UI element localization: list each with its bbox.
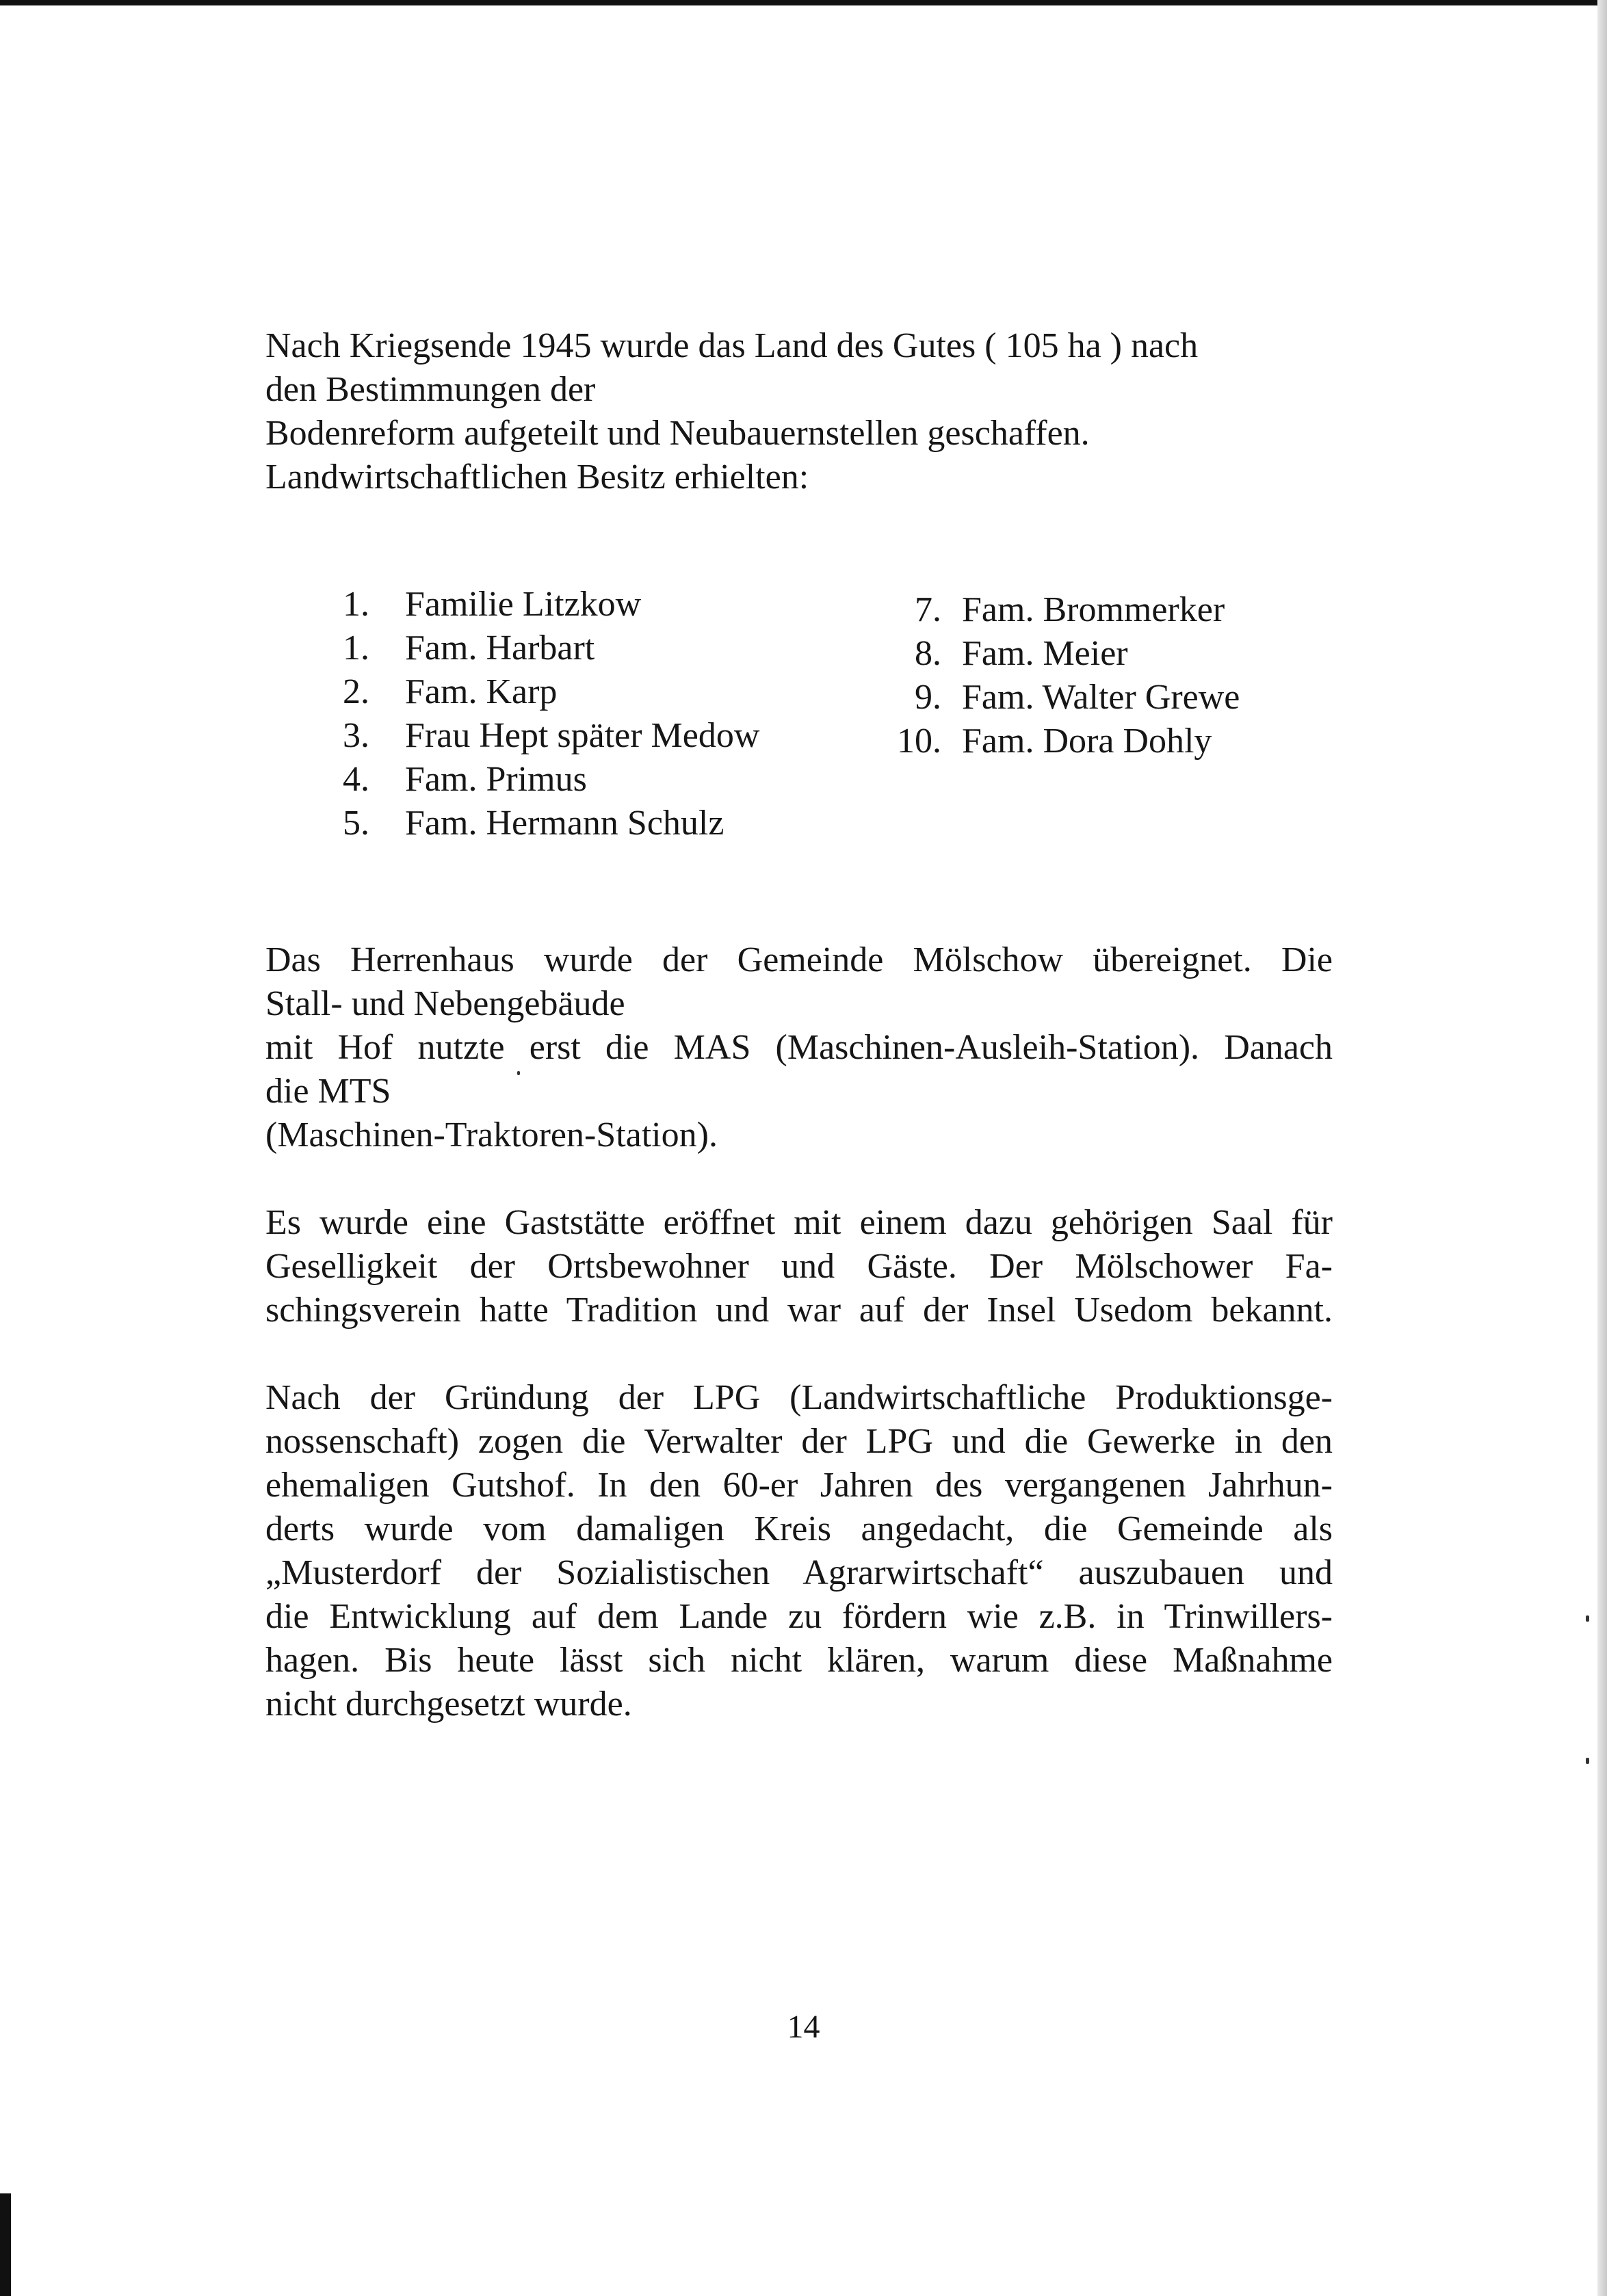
gaststaette-paragraph bbox=[265, 1201, 1333, 1332]
page-number: 14 bbox=[787, 2009, 820, 2045]
scan-mark-bottom-left bbox=[0, 2193, 11, 2296]
scan-border-top bbox=[0, 0, 1607, 5]
list-name: Fam. Hermann Schulz bbox=[405, 804, 724, 843]
list-item bbox=[322, 714, 759, 758]
text-line: Nach Kriegsende 1945 wurde das Land des Gutes ( 105 ha ) nach bbox=[265, 326, 1199, 365]
text-line: Geselligkeit der Ortsbewohner und Gäste. Der Mölschower Fa- bbox=[265, 1247, 1333, 1286]
list-number: 2. bbox=[343, 672, 369, 711]
text-line: die Entwicklung auf dem Lande zu fördern wie z.B. in Trinwillers- bbox=[265, 1597, 1333, 1636]
list-number: 3. bbox=[343, 716, 369, 755]
text-line: derts wurde vom damaligen Kreis angedacht, die Gemeinde als bbox=[265, 1509, 1333, 1548]
text-line: hagen. Bis heute lässt sich nicht klären, warum diese Maßnahme bbox=[265, 1641, 1333, 1680]
list-item bbox=[322, 583, 759, 626]
text-line: „Musterdorf der Sozialistischen Agrarwirtschaft“ auszubauen und bbox=[265, 1553, 1333, 1592]
text-line: Bodenreform aufgeteilt und Neubauernstellen geschaffen. bbox=[265, 414, 1090, 453]
text-line: den Bestimmungen der bbox=[265, 370, 596, 409]
text-line: Es wurde eine Gaststätte eröffnet mit einem dazu gehörigen Saal für bbox=[265, 1203, 1333, 1242]
list-number: 10. bbox=[897, 722, 941, 761]
text-line: mit Hof nutzte erst die MAS (Maschinen-Ausleih-Station). Danach bbox=[265, 1028, 1333, 1067]
scan-speck bbox=[1586, 1758, 1589, 1764]
list-number: 7. bbox=[915, 590, 941, 629]
text-line: die MTS bbox=[265, 1072, 391, 1111]
list-name: Fam. Meier bbox=[962, 634, 1128, 673]
list-number: 1. bbox=[343, 629, 369, 668]
list-name: Frau Hept später Medow bbox=[405, 716, 760, 755]
text-line: schingsverein hatte Tradition und war auf der Insel Usedom bekannt. bbox=[265, 1291, 1333, 1330]
text-line: Stall- und Nebengebäude bbox=[265, 984, 625, 1023]
herrenhaus-paragraph bbox=[265, 938, 1333, 1157]
list-number: 8. bbox=[915, 634, 941, 673]
text-line: (Maschinen-Traktoren-Station). bbox=[265, 1116, 718, 1154]
list-name: Fam. Walter Grewe bbox=[962, 678, 1240, 717]
text-line: nicht durchgesetzt wurde. bbox=[265, 1685, 632, 1724]
list-item bbox=[889, 676, 1240, 720]
recipient-list-left bbox=[322, 583, 759, 845]
list-number: 1. bbox=[343, 585, 369, 624]
list-name: Fam. Primus bbox=[405, 760, 587, 799]
list-number: 5. bbox=[343, 804, 369, 843]
list-name: Fam. Dora Dohly bbox=[962, 722, 1212, 761]
list-name: Fam. Karp bbox=[405, 672, 558, 711]
text-line: ehemaligen Gutshof. In den 60-er Jahren des vergangenen Jahrhun- bbox=[265, 1466, 1333, 1505]
scan-border-right bbox=[1597, 0, 1607, 2296]
list-item bbox=[322, 758, 759, 802]
text-line: Nach der Gründung der LPG (Landwirtschaftliche Produktionsge- bbox=[265, 1378, 1333, 1417]
list-item bbox=[889, 720, 1240, 763]
list-number: 9. bbox=[915, 678, 941, 717]
list-item bbox=[322, 802, 759, 845]
list-number: 4. bbox=[343, 760, 369, 799]
list-name: Familie Litzkow bbox=[405, 585, 642, 624]
text-line: Landwirtschaftlichen Besitz erhielten: bbox=[265, 458, 809, 497]
list-item bbox=[322, 626, 759, 670]
lpg-paragraph bbox=[265, 1376, 1333, 1726]
text-line: Das Herrenhaus wurde der Gemeinde Mölschow übereignet. Die bbox=[265, 940, 1333, 979]
intro-paragraph bbox=[265, 324, 1333, 499]
list-item bbox=[889, 632, 1240, 676]
list-name: Fam. Brommerker bbox=[962, 590, 1225, 629]
recipient-list-right bbox=[889, 588, 1240, 763]
list-name: Fam. Harbart bbox=[405, 629, 595, 668]
list-item bbox=[322, 670, 759, 714]
scan-speck bbox=[1586, 1615, 1589, 1622]
text-line: nossenschaft) zogen die Verwalter der LPG und die Gewerke in den bbox=[265, 1422, 1333, 1461]
list-item bbox=[889, 588, 1240, 632]
